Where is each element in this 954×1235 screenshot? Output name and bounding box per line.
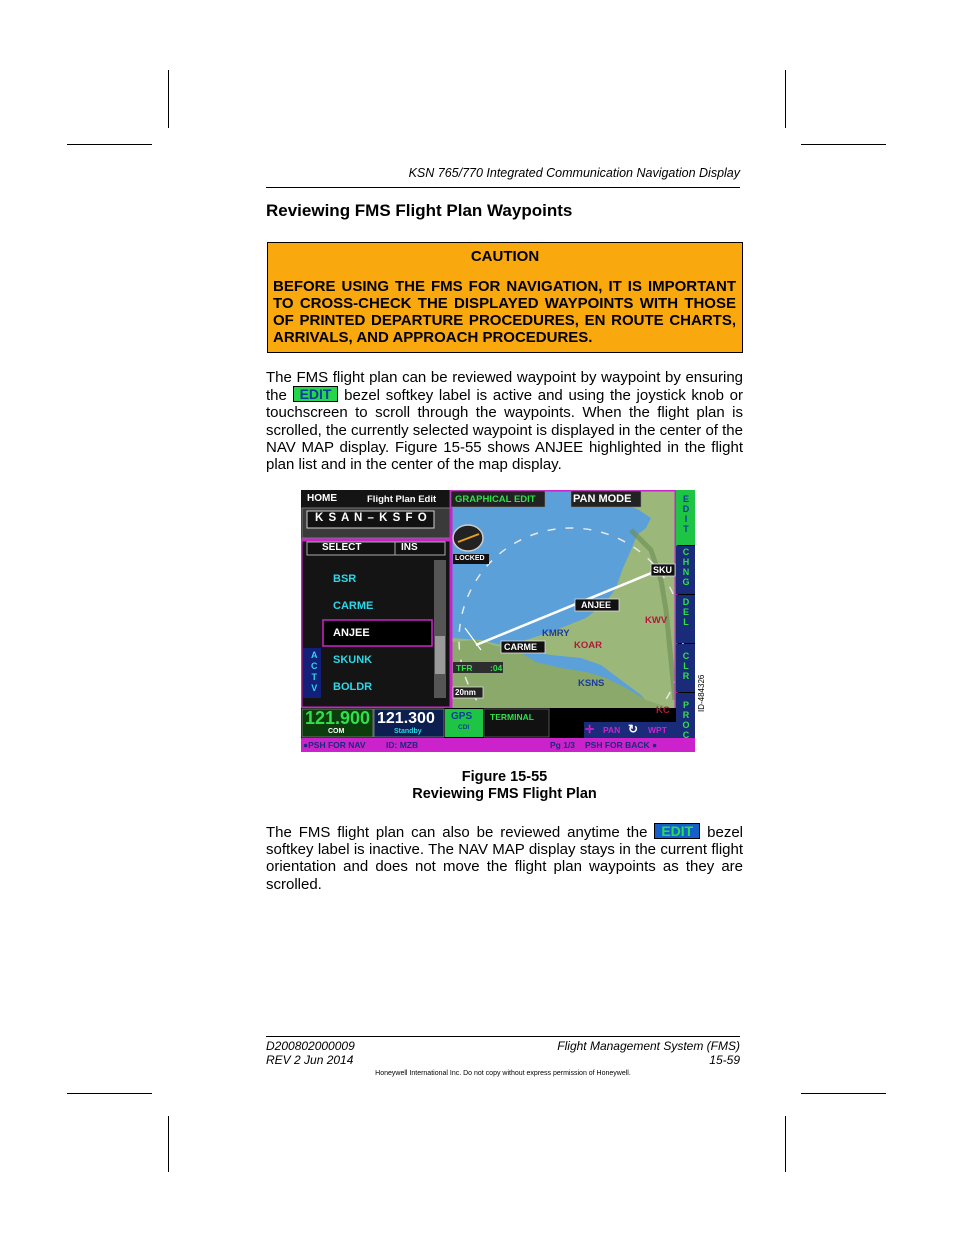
- crop-mark: [67, 144, 152, 145]
- section-title: Reviewing FMS Flight Plan Waypoints: [266, 201, 573, 220]
- crop-mark: [801, 144, 886, 145]
- cdi-label: CDI: [458, 724, 470, 731]
- gps-label: GPS: [451, 711, 473, 722]
- actv-letter: C: [311, 661, 318, 671]
- footer-rule: [266, 1036, 740, 1037]
- actv-letter: V: [311, 683, 318, 693]
- caution-text: BEFORE USING THE FMS FOR NAVIGATION, IT IS IMPORTANT TO CROSS-CHECK THE DISPLAYED WAYPOINTS WITH THOSE OF PRINTED DEPARTURE PROCEDURES, EN ROUTE CHARTS, ARRIVALS, AND APPROACH PROCEDURES.: [273, 278, 736, 346]
- pan-label[interactable]: PAN: [603, 725, 621, 735]
- actv-label: [311, 650, 318, 694]
- map-airport-kmry: KMRY: [542, 628, 570, 639]
- range-label: 20nm: [455, 688, 476, 697]
- crop-mark: [785, 70, 786, 128]
- figure-id: ID-484326: [697, 674, 706, 712]
- bezel-softkey[interactable]: E D I T: [682, 494, 690, 534]
- com-frequency: 121.900: [305, 708, 371, 728]
- paragraph-1-rest: bezel softkey label is active and using the joystick knob or touchscreen to scroll through the waypoints. When the flight plan is scrolled, the currently selected waypoint is displayed in the center of the NAV MAP display. Figure 15-55 shows ANJEE highlighted in the flight plan list and in the center of the map display.: [266, 387, 743, 474]
- com-label: COM: [328, 728, 345, 735]
- tfr-time: :04: [490, 663, 503, 673]
- paragraph-2: [266, 823, 743, 893]
- bezel-softkey[interactable]: D E L: [682, 597, 690, 627]
- running-header: KSN 765/770 Integrated Communication Navigation Display: [408, 166, 740, 180]
- rotate-icon: ↻: [628, 722, 639, 736]
- locked-label: LOCKED: [455, 555, 485, 562]
- map-airport-koar: KOAR: [574, 640, 602, 651]
- bezel-softkey[interactable]: C L R: [682, 651, 690, 681]
- crop-mark: [801, 1093, 886, 1094]
- paragraph-2-lead: The FMS flight plan can also be reviewed anytime the: [266, 824, 648, 841]
- edit-softkey-active: EDIT: [293, 386, 339, 402]
- select-label: SELECT: [322, 542, 362, 553]
- crop-mark: [785, 1116, 786, 1172]
- station-ident: ID: MZB: [386, 740, 419, 750]
- waypoint-item[interactable]: CARME: [333, 600, 374, 612]
- flight-plan-edit-title: Flight Plan Edit: [367, 494, 437, 505]
- push-for-nav: ●PSH FOR NAV: [303, 740, 366, 750]
- waypoint-item[interactable]: ANJEE: [333, 627, 370, 639]
- caution-title: CAUTION: [470, 248, 540, 265]
- header-rule: [266, 187, 740, 188]
- push-for-back: PSH FOR BACK ●: [585, 740, 658, 750]
- ins-label: INS: [401, 542, 418, 553]
- crop-mark: [168, 1116, 169, 1172]
- waypoint-item[interactable]: BSR: [333, 573, 357, 585]
- bezel-softkey[interactable]: C H N G: [682, 547, 690, 587]
- edit-softkey-inactive: EDIT: [654, 823, 700, 839]
- map-waypoint-carme[interactable]: CARME: [504, 642, 537, 652]
- standby-label: Standby: [394, 728, 422, 735]
- crop-mark: [67, 1093, 152, 1094]
- home-label: HOME: [307, 493, 337, 504]
- terminal-label: TERMINAL: [490, 712, 534, 722]
- map-airport-kwvi: KWV: [645, 615, 668, 626]
- pan-icon: ✛: [585, 724, 595, 736]
- bezel-softkey[interactable]: P R O C: [682, 700, 690, 740]
- revision: REV 2 Jun 2014: [266, 1053, 354, 1067]
- standby-frequency: 121.300: [377, 710, 435, 727]
- caution-box: [267, 242, 743, 353]
- page-indicator: Pg 1/3: [550, 740, 576, 750]
- crop-mark: [168, 70, 169, 128]
- map-airport-kc: KC: [656, 705, 670, 716]
- doc-number: D200802000009: [266, 1039, 355, 1053]
- chapter-title: Flight Management System (FMS): [557, 1039, 740, 1053]
- tfr-label: TFR: [456, 663, 473, 673]
- page-number: 15-59: [709, 1053, 740, 1067]
- waypoint-item[interactable]: SKUNK: [333, 654, 373, 666]
- fms-display: [301, 490, 695, 752]
- map-waypoint-skunk[interactable]: SKU: [653, 565, 673, 575]
- actv-letter: T: [311, 672, 317, 682]
- waypoint-item[interactable]: BOLDR: [333, 681, 373, 693]
- map-airport-ksns: KSNS: [578, 678, 605, 689]
- paragraph-1: [266, 369, 743, 473]
- route-field: K S A N – K S F O: [315, 512, 428, 524]
- paragraph-2-rest: bezel softkey label is inactive. The NAV MAP display stays in the current flight orientation and does not move the flight plan waypoints as they are scrolled.: [266, 824, 743, 893]
- map-waypoint-anjee[interactable]: ANJEE: [581, 600, 612, 610]
- pan-mode-label: PAN MODE: [573, 493, 632, 505]
- figure-caption-number: Figure 15-55: [461, 769, 548, 785]
- copyright-notice: Honeywell International Inc. Do not copy without express permission of Honeywell.: [375, 1070, 631, 1077]
- figure-caption-title: Reviewing FMS Flight Plan: [412, 786, 597, 802]
- graphical-edit-label: GRAPHICAL EDIT: [455, 494, 536, 505]
- actv-letter: A: [311, 650, 318, 660]
- paragraph-1-lead: The FMS flight plan can be reviewed waypoint by waypoint by ensuring the: [266, 369, 743, 405]
- wpt-label[interactable]: WPT: [648, 725, 667, 735]
